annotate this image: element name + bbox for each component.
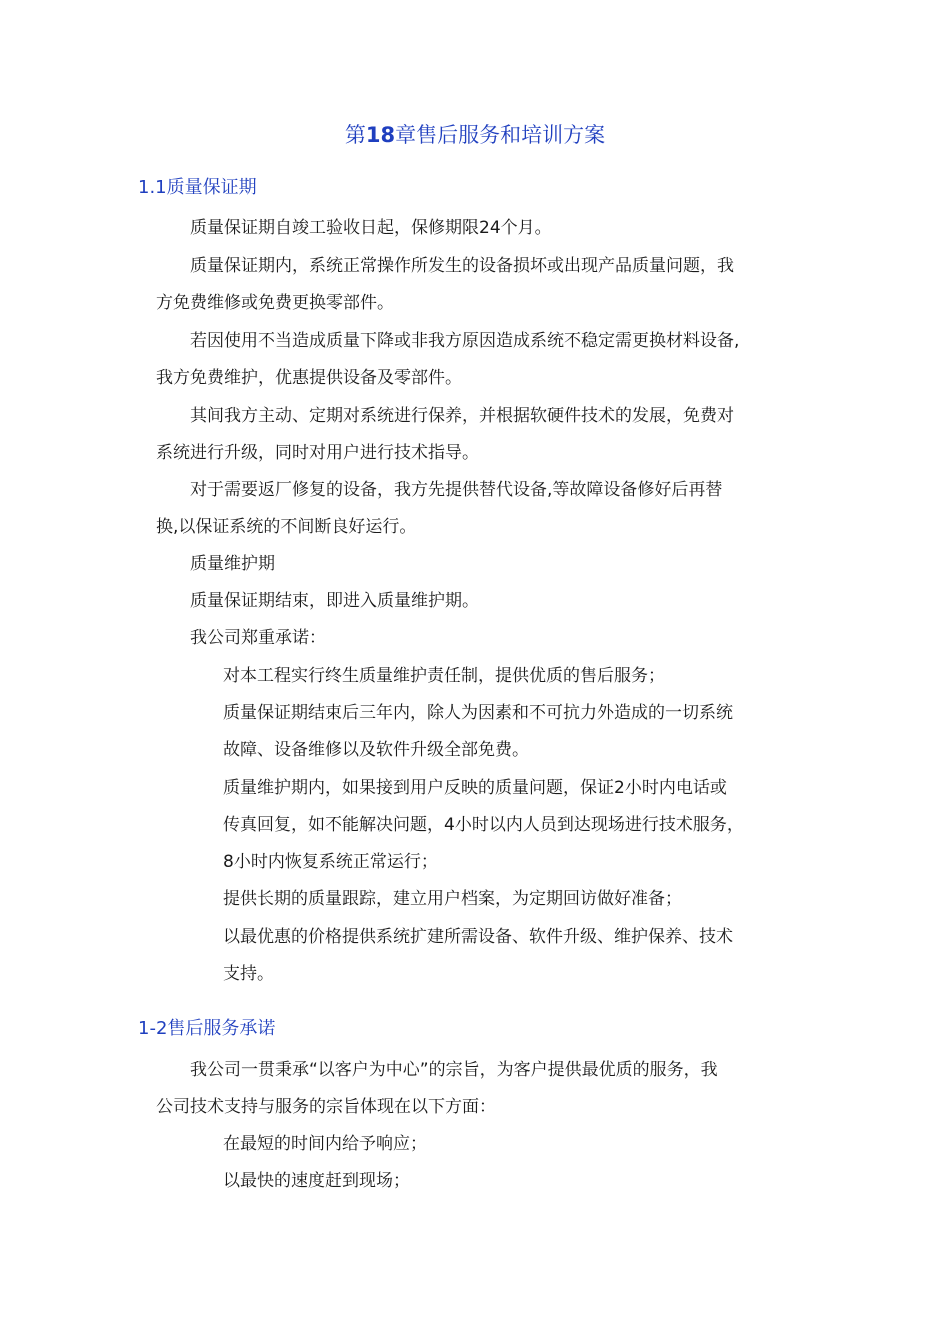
list-item-line: 在最短的时间内给予响应； bbox=[223, 1134, 427, 1154]
title-prefix: 第 bbox=[344, 123, 366, 147]
list-item-line: 提供长期的质量跟踪，建立用户档案，为定期回访做好准备； bbox=[223, 889, 682, 909]
list-item-line: 传真回复，如不能解决问题，4小时以内人员到达现场进行技术服务， bbox=[223, 815, 744, 835]
paragraph-line: 我方免费维护，优惠提供设备及零部件。 bbox=[156, 368, 462, 388]
paragraph-line: 其间我方主动、定期对系统进行保养，并根据软硬件技术的发展，免费对 bbox=[190, 406, 734, 426]
paragraph-line: 公司技术支持与服务的宗旨体现在以下方面： bbox=[156, 1097, 496, 1117]
title-suffix: 章售后服务和培训方案 bbox=[395, 123, 606, 147]
list-item-line: 质量保证期结束后三年内，除人为因素和不可抗力外造成的一切系统 bbox=[223, 703, 733, 723]
list-item-line: 对本工程实行终生质量维护责任制，提供优质的售后服务； bbox=[223, 666, 665, 686]
paragraph-line: 换,以保证系统的不间断良好运行。 bbox=[156, 517, 417, 537]
paragraph-line: 质量维护期 bbox=[190, 554, 275, 574]
paragraph-line: 方免费维修或免费更换零部件。 bbox=[156, 293, 394, 313]
list-item-line: 故障、设备维修以及软件升级全部免费。 bbox=[223, 740, 529, 760]
paragraph-line: 系统进行升级，同时对用户进行技术指导。 bbox=[156, 443, 479, 463]
title-number: 18 bbox=[365, 123, 396, 147]
paragraph-line: 我公司郑重承诺： bbox=[190, 628, 326, 648]
list-item-line: 以最快的速度赶到现场； bbox=[223, 1171, 410, 1191]
list-item-line: 8小时内恢复系统正常运行； bbox=[223, 852, 438, 872]
paragraph-line: 若因使用不当造成质量下降或非我方原因造成系统不稳定需更换材料设备, bbox=[190, 331, 740, 351]
section-heading-after-sales: 1-2售后服务承诺 bbox=[138, 1018, 276, 1039]
paragraph-line: 质量保证期结束，即进入质量维护期。 bbox=[190, 591, 479, 611]
list-item-line: 以最优惠的价格提供系统扩建所需设备、软件升级、维护保养、技术 bbox=[223, 927, 733, 947]
section-heading-warranty: 1.1质量保证期 bbox=[138, 177, 257, 198]
page-title bbox=[0, 120, 950, 150]
paragraph-line: 质量保证期内，系统正常操作所发生的设备损坏或出现产品质量问题，我 bbox=[190, 256, 734, 276]
list-item-line: 支持。 bbox=[223, 964, 274, 984]
paragraph-line: 质量保证期自竣工验收日起，保修期限24个月。 bbox=[190, 218, 552, 238]
list-item-line: 质量维护期内，如果接到用户反映的质量问题，保证2小时内电话或 bbox=[223, 778, 727, 798]
paragraph-line: 对于需要返厂修复的设备，我方先提供替代设备,等故障设备修好后再替 bbox=[190, 480, 723, 500]
paragraph-line: 我公司一贯秉承“以客户为中心”的宗旨，为客户提供最优质的服务，我 bbox=[190, 1060, 718, 1080]
